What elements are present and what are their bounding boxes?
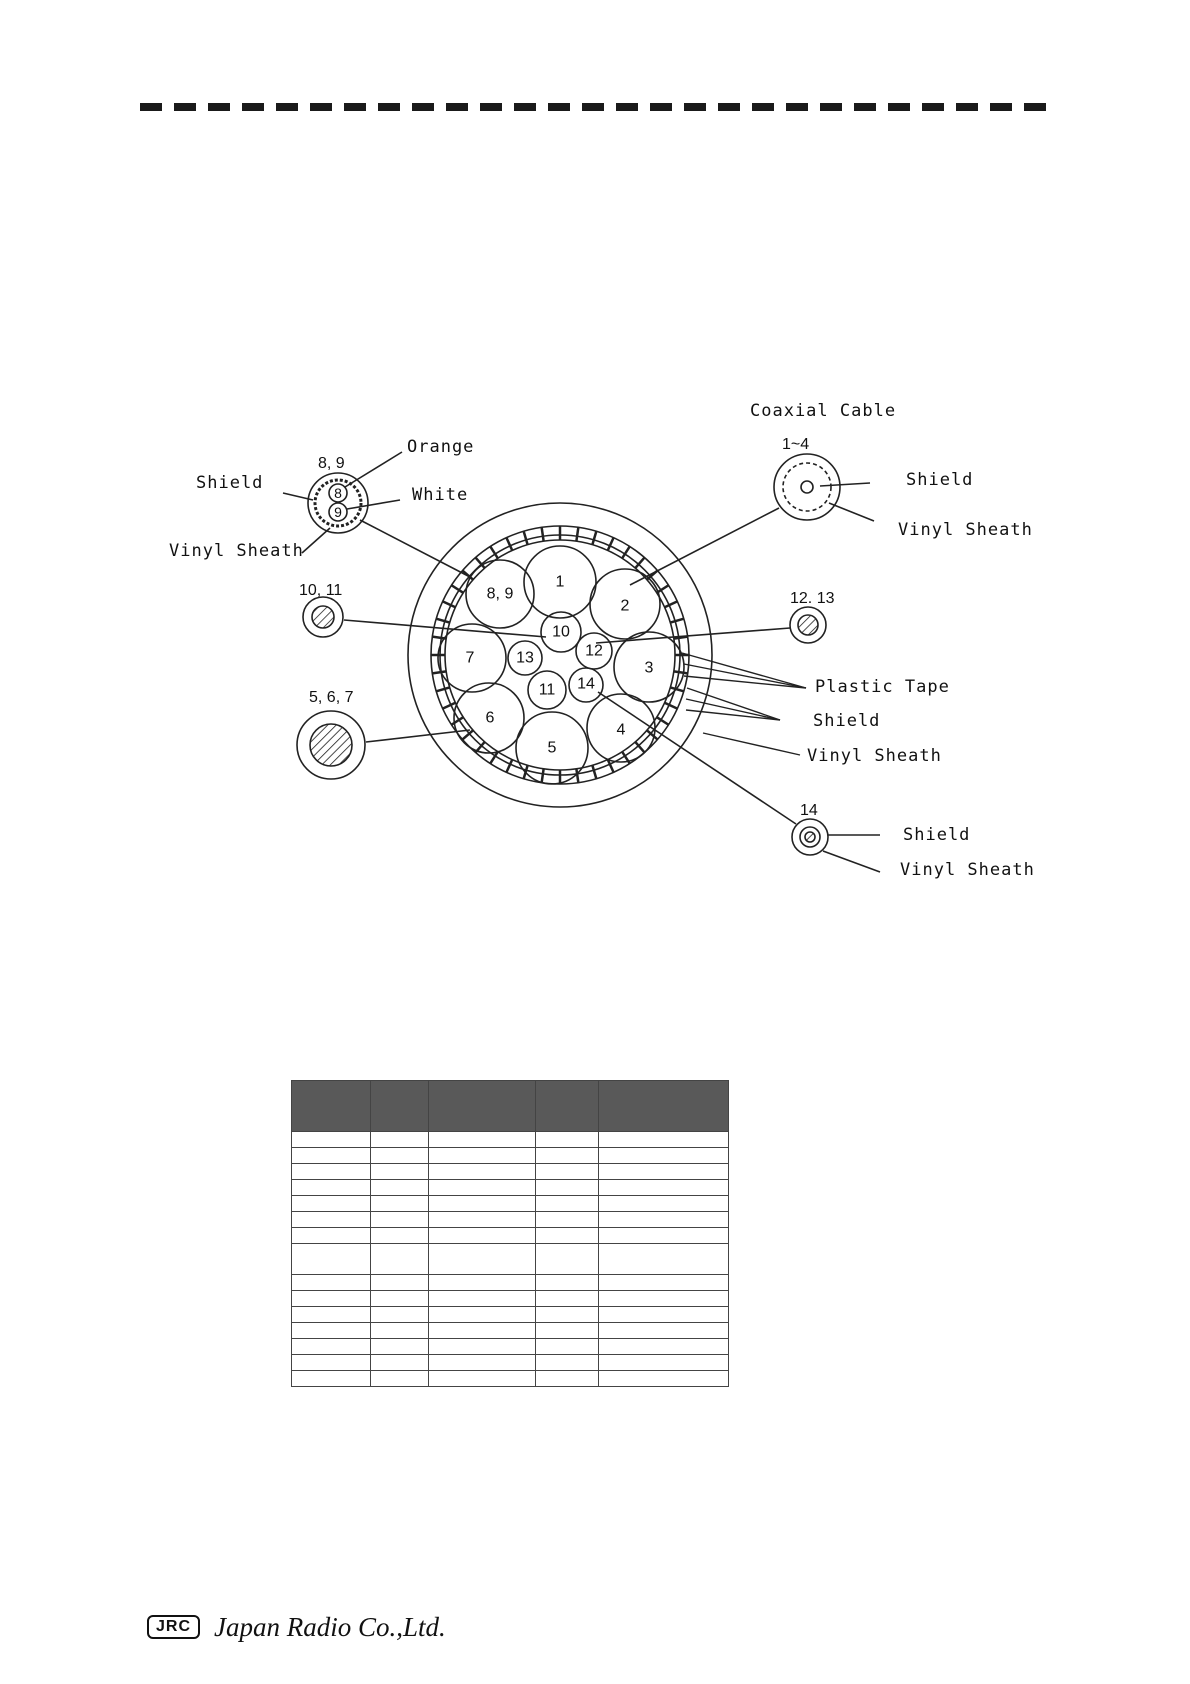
table-cell	[599, 1196, 729, 1212]
pair-core-8: 8	[334, 485, 342, 501]
table-cell	[371, 1164, 429, 1180]
table-cell	[429, 1212, 536, 1228]
table-cell	[292, 1164, 371, 1180]
table-cell	[536, 1180, 599, 1196]
table-row	[292, 1307, 729, 1323]
shield-tick	[665, 601, 678, 607]
pair-white-label: White	[412, 485, 469, 505]
table-cell	[292, 1148, 371, 1164]
table-cell	[599, 1164, 729, 1180]
table-cell	[599, 1244, 729, 1275]
jrc-logo-mark: JRC	[147, 1615, 200, 1639]
table-cell	[429, 1196, 536, 1212]
table-row	[292, 1323, 729, 1339]
table-cell	[429, 1228, 536, 1244]
table-row	[292, 1164, 729, 1180]
table-cell	[429, 1148, 536, 1164]
outer-sheath-circle	[408, 503, 712, 807]
table-cell	[371, 1371, 429, 1387]
table-row	[292, 1339, 729, 1355]
table-header-row	[292, 1081, 729, 1132]
single-12-13-label: 12. 13	[790, 590, 835, 607]
shield-tick	[592, 531, 596, 544]
table-cell	[536, 1355, 599, 1371]
table-cell	[536, 1371, 599, 1387]
shield-tick	[665, 703, 678, 709]
table-cell	[429, 1291, 536, 1307]
plastic-tape-label: Plastic Tape	[815, 677, 950, 697]
core-label-14: 14	[577, 675, 595, 693]
coax-cores-label: 1~4	[782, 436, 810, 453]
header-cell	[599, 1081, 729, 1132]
core-label-10: 10	[552, 623, 570, 641]
core-label-4: 4	[616, 721, 626, 739]
table-cell	[599, 1339, 729, 1355]
table-cell	[371, 1339, 429, 1355]
shield-tick	[524, 531, 528, 544]
table-cell	[599, 1307, 729, 1323]
table-cell	[536, 1244, 599, 1275]
table-cell	[599, 1291, 729, 1307]
table-cell	[292, 1323, 371, 1339]
table-cell	[429, 1180, 536, 1196]
coaxial-cable-label: Coaxial Cable	[750, 401, 897, 421]
table-cell	[292, 1212, 371, 1228]
table-cell	[536, 1132, 599, 1148]
shield-tick	[670, 619, 683, 623]
table-cell	[536, 1275, 599, 1291]
table-cell	[371, 1323, 429, 1339]
shield-tick	[542, 769, 544, 783]
header-cell	[536, 1081, 599, 1132]
table-cell	[536, 1323, 599, 1339]
single-14-sheath-label: Vinyl Sheath	[900, 860, 1035, 880]
core-label-1: 1	[555, 573, 565, 591]
table-cell	[371, 1212, 429, 1228]
shield-tick	[436, 687, 449, 691]
table-cell	[371, 1228, 429, 1244]
table-cell	[371, 1180, 429, 1196]
table-row	[292, 1228, 729, 1244]
table-row	[292, 1371, 729, 1387]
core-label-8-9: 8, 9	[486, 585, 514, 603]
table-cell	[599, 1132, 729, 1148]
table-cell	[371, 1196, 429, 1212]
specification-table	[291, 1080, 729, 1387]
table-cell	[292, 1355, 371, 1371]
table-cell	[429, 1164, 536, 1180]
table-cell	[429, 1244, 536, 1275]
shield-tick	[608, 538, 614, 551]
table-cell	[599, 1355, 729, 1371]
table-cell	[536, 1307, 599, 1323]
table-row	[292, 1132, 729, 1148]
table-cell	[429, 1339, 536, 1355]
table-row	[292, 1180, 729, 1196]
table-cell	[599, 1323, 729, 1339]
shield-tick	[436, 619, 449, 623]
table-cell	[429, 1323, 536, 1339]
table-cell	[292, 1371, 371, 1387]
table-cell	[371, 1291, 429, 1307]
table-cell	[371, 1275, 429, 1291]
pair-cores-label: 8, 9	[318, 455, 345, 472]
table-cell	[429, 1132, 536, 1148]
table-cell	[429, 1371, 536, 1387]
table-row	[292, 1212, 729, 1228]
table-cell	[599, 1275, 729, 1291]
table-cell	[599, 1212, 729, 1228]
table-cell	[371, 1307, 429, 1323]
single-14-shield-label: Shield	[903, 825, 971, 845]
core-label-12: 12	[585, 642, 603, 660]
table-cell	[536, 1148, 599, 1164]
table-cell	[599, 1180, 729, 1196]
table-cell	[599, 1228, 729, 1244]
table-cell	[429, 1355, 536, 1371]
table-cell	[371, 1148, 429, 1164]
table-cell	[371, 1244, 429, 1275]
table-row	[292, 1196, 729, 1212]
table-cell	[536, 1164, 599, 1180]
company-name: Japan Radio Co.,Ltd.	[214, 1611, 446, 1642]
table-row	[292, 1291, 729, 1307]
table-row	[292, 1244, 729, 1275]
core-label-13: 13	[516, 649, 534, 667]
single-5-6-7-label: 5, 6, 7	[309, 689, 354, 706]
table-cell	[371, 1355, 429, 1371]
table-row	[292, 1355, 729, 1371]
shield-tick	[592, 765, 596, 778]
table-cell	[536, 1196, 599, 1212]
shield-tick	[443, 703, 456, 709]
core-label-6: 6	[485, 709, 495, 727]
table-cell	[292, 1307, 371, 1323]
core-label-3: 3	[644, 659, 654, 677]
table-cell	[292, 1196, 371, 1212]
table-cell	[292, 1228, 371, 1244]
outer-shield-label: Shield	[813, 711, 881, 731]
table-cell	[292, 1339, 371, 1355]
table-cell	[292, 1132, 371, 1148]
pair-shield-label: Shield	[196, 473, 264, 493]
single-14-label: 14	[800, 802, 818, 819]
table-cell	[536, 1291, 599, 1307]
shield-tick	[432, 671, 446, 673]
table-cell	[429, 1275, 536, 1291]
core-label-11: 11	[538, 681, 556, 699]
shield-tick	[674, 671, 688, 673]
shield-tick	[576, 527, 578, 541]
header-cell	[371, 1081, 429, 1132]
coax-shield-label: Shield	[906, 470, 974, 490]
header-cell	[429, 1081, 536, 1132]
shield-tick	[542, 527, 544, 541]
pair-orange-label: Orange	[407, 437, 475, 457]
single-10-11-label: 10, 11	[299, 582, 343, 599]
table-cell	[599, 1148, 729, 1164]
table-cell	[536, 1212, 599, 1228]
shield-tick	[506, 760, 512, 773]
header-cell	[292, 1081, 371, 1132]
core-label-5: 5	[547, 739, 557, 757]
table-cell	[536, 1228, 599, 1244]
table-cell	[371, 1132, 429, 1148]
pair-sheath-label: Vinyl Sheath	[169, 541, 304, 561]
outer-sheath-label: Vinyl Sheath	[807, 746, 942, 766]
shield-tick	[576, 769, 578, 783]
table-row	[292, 1275, 729, 1291]
company-logo	[147, 1612, 446, 1642]
core-label-2: 2	[620, 597, 630, 615]
pair-core-9: 9	[334, 504, 342, 520]
shield-tick	[443, 601, 456, 607]
table-cell	[292, 1180, 371, 1196]
table-cell	[429, 1307, 536, 1323]
table-cell	[599, 1371, 729, 1387]
table-cell	[292, 1275, 371, 1291]
table-row	[292, 1148, 729, 1164]
shield-tick	[432, 637, 446, 639]
coax-sheath-label: Vinyl Sheath	[898, 520, 1033, 540]
core-label-7: 7	[465, 649, 475, 667]
table-cell	[292, 1244, 371, 1275]
table-cell	[536, 1339, 599, 1355]
shield-tick	[506, 538, 512, 551]
table-cell	[292, 1291, 371, 1307]
